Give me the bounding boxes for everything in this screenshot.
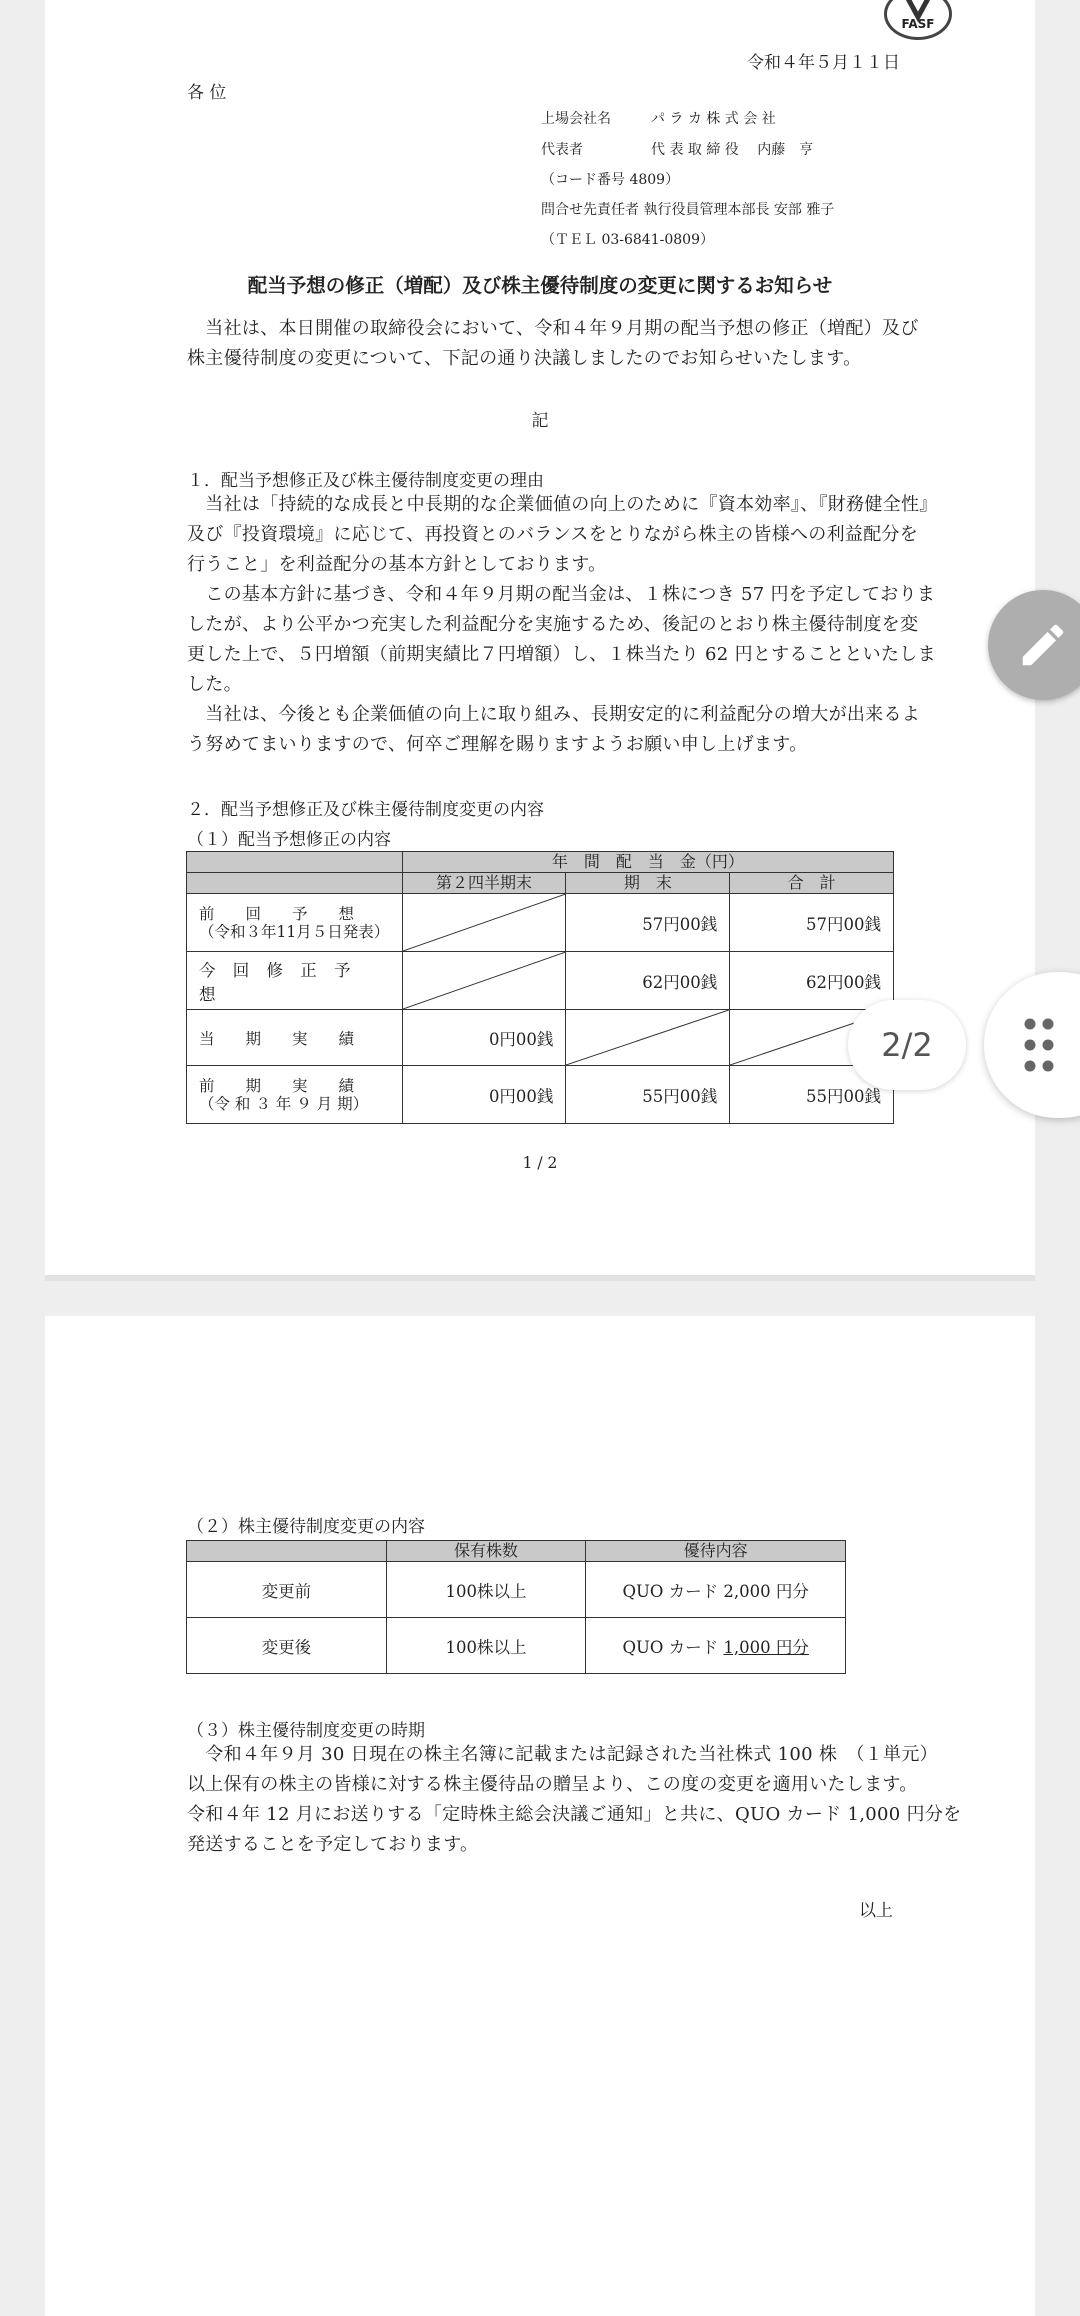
body-line: 令和４年 12 月にお送りする「定時株主総会決議ご通知」と共に、QUO カード 1,000 円分を: [187, 1804, 962, 1825]
body-line: したが、より公平かつ充実した利益配分を実施するため、後記のとおり株主優待制度を変: [187, 614, 919, 635]
company-name-value: パ ラ カ 株 式 会 社: [651, 111, 776, 127]
table-row: [187, 1010, 894, 1066]
table-header-blank: [187, 873, 403, 894]
section1-body: [187, 490, 938, 760]
cell-value: [586, 1618, 846, 1674]
notice-title: 配当予想の修正（増配）及び株主優待制度の変更に関するお知らせ: [247, 274, 833, 297]
cell-value: 100株以上: [386, 1618, 586, 1674]
page-number: 1 / 2: [522, 1154, 558, 1172]
cell-value: 55円00銭: [730, 1066, 894, 1124]
row-label-line: 前 回 予 想: [199, 904, 355, 923]
representative-value: 代 表 取 締 役 内藤 亨: [651, 142, 814, 158]
row-label: 変更前: [187, 1562, 387, 1618]
row-label: 今 回 修 正 予 想: [187, 952, 403, 1010]
closing-mark: 以上: [859, 1901, 893, 1921]
row-label: [187, 894, 403, 952]
intro-line: 株主優待制度の変更について、下記の通り決議しましたのでお知らせいたします。: [187, 348, 862, 369]
table-group-header: 年 間 配 当 金（円）: [402, 852, 893, 873]
column-header: 合 計: [730, 873, 894, 894]
contact-tel: （ＴＥＬ 03-6841-0809）: [541, 232, 714, 248]
contact-person: 問合せ先責任者 執行役員管理本部長 安部 雅子: [541, 202, 835, 218]
table-header-blank: [187, 852, 403, 873]
table-row: [187, 1066, 894, 1124]
benefit-amount: 1,000 円分: [723, 1637, 809, 1657]
body-line: 当社は「持続的な成長と中長期的な企業価値の向上のために『資本効率』、『財務健全性』: [187, 494, 938, 515]
table-row: [187, 1562, 846, 1618]
subsection1-heading: （１）配当予想修正の内容: [187, 830, 391, 850]
intro-line: 当社は、本日開催の取締役会において、令和４年９月期の配当予想の修正（増配）及び: [187, 318, 919, 339]
cell-value: 57円00銭: [730, 894, 894, 952]
empty-slashed-cell: [402, 894, 566, 952]
body-line: この基本方針に基づき、令和４年９月期の配当金は、１株につき 57 円を予定しておりま: [187, 584, 936, 605]
row-label: 変更後: [187, 1618, 387, 1674]
body-line: した。: [187, 674, 242, 695]
cell-value: 55円00銭: [566, 1066, 730, 1124]
body-line: 更した上で、５円増額（前期実績比７円増額）し、１株当たり 62 円とすることといたしま: [187, 644, 936, 665]
recipient: 各 位: [187, 83, 227, 103]
cell-value: QUO カード 2,000 円分: [586, 1562, 846, 1618]
subsection3-heading: （３）株主優待制度変更の時期: [187, 1721, 425, 1741]
document-page-2: [45, 1316, 1035, 2316]
benefit-prefix: QUO カード: [622, 1637, 724, 1657]
dividend-forecast-table: [186, 851, 894, 1124]
intro-paragraph: [187, 314, 919, 374]
row-label: [187, 1066, 403, 1124]
table-header-blank: [187, 1541, 387, 1562]
cell-value: 62円00銭: [730, 952, 894, 1010]
cell-value: 100株以上: [386, 1562, 586, 1618]
section2-heading: ２．配当予想修正及び株主優待制度変更の内容: [187, 800, 544, 820]
ki-mark: 記: [531, 411, 549, 431]
body-line: 発送することを予定しております。: [187, 1834, 479, 1855]
page-indicator: 2/2: [848, 1000, 966, 1090]
row-label-sub: （令 和 ３ 年 ９ 月 期）: [199, 1094, 369, 1113]
body-line: 行うこと」を利益配分の基本方針としております。: [187, 554, 607, 575]
body-line: 及び『投資環境』に応じて、再投資とのバランスをとりながら株主の皆様への利益配分を: [187, 524, 919, 545]
logo-text: FASF: [901, 17, 935, 31]
body-line: 令和４年９月 30 日現在の株主名簿に記載または記録された当社株式 100 株 （１単元）: [187, 1744, 938, 1765]
row-label-line: 前 期 実 績: [199, 1076, 355, 1095]
table-row-highlight: [187, 1618, 846, 1674]
body-line: う努めてまいりますので、何卒ご理解を賜りますようお願い申し上げます。: [187, 734, 808, 755]
table-row: [187, 894, 894, 952]
empty-slashed-cell: [566, 1010, 730, 1066]
column-header: 期 末: [566, 873, 730, 894]
company-name-label: 上場会社名: [541, 111, 611, 127]
drag-handle-icon: [1024, 1018, 1054, 1072]
fasf-logo: [884, 0, 952, 40]
cell-value: 62円00銭: [566, 952, 730, 1010]
subsection3-body: [187, 1740, 961, 1860]
document-date: 令和４年５月１１日: [747, 53, 900, 73]
pencil-icon: [1016, 618, 1070, 672]
body-line: 当社は、今後とも企業価値の向上に取り組み、長期安定的に利益配分の増大が出来るよ: [187, 704, 921, 725]
shareholder-benefit-table: [186, 1540, 846, 1674]
row-label-sub: （令和３年11月５日発表）: [199, 922, 390, 941]
column-header: 保有株数: [386, 1541, 586, 1562]
cell-value: 0円00銭: [402, 1066, 566, 1124]
cell-value: 57円00銭: [566, 894, 730, 952]
empty-slashed-cell: [402, 952, 566, 1010]
column-header: 第２四半期末: [402, 873, 566, 894]
row-label: 当 期 実 績: [187, 1010, 403, 1066]
column-header: 優待内容: [586, 1541, 846, 1562]
stock-code: （コード番号 4809）: [541, 172, 680, 188]
representative-label: 代表者: [541, 142, 583, 158]
subsection2-heading: （２）株主優待制度変更の内容: [187, 1517, 425, 1537]
table-row-highlight: [187, 952, 894, 1010]
cell-value: 0円00銭: [402, 1010, 566, 1066]
section1-heading: １．配当予想修正及び株主優待制度変更の理由: [187, 471, 544, 491]
body-line: 以上保有の株主の皆様に対する株主優待品の贈呈より、この度の変更を適用いたします。: [187, 1774, 918, 1795]
